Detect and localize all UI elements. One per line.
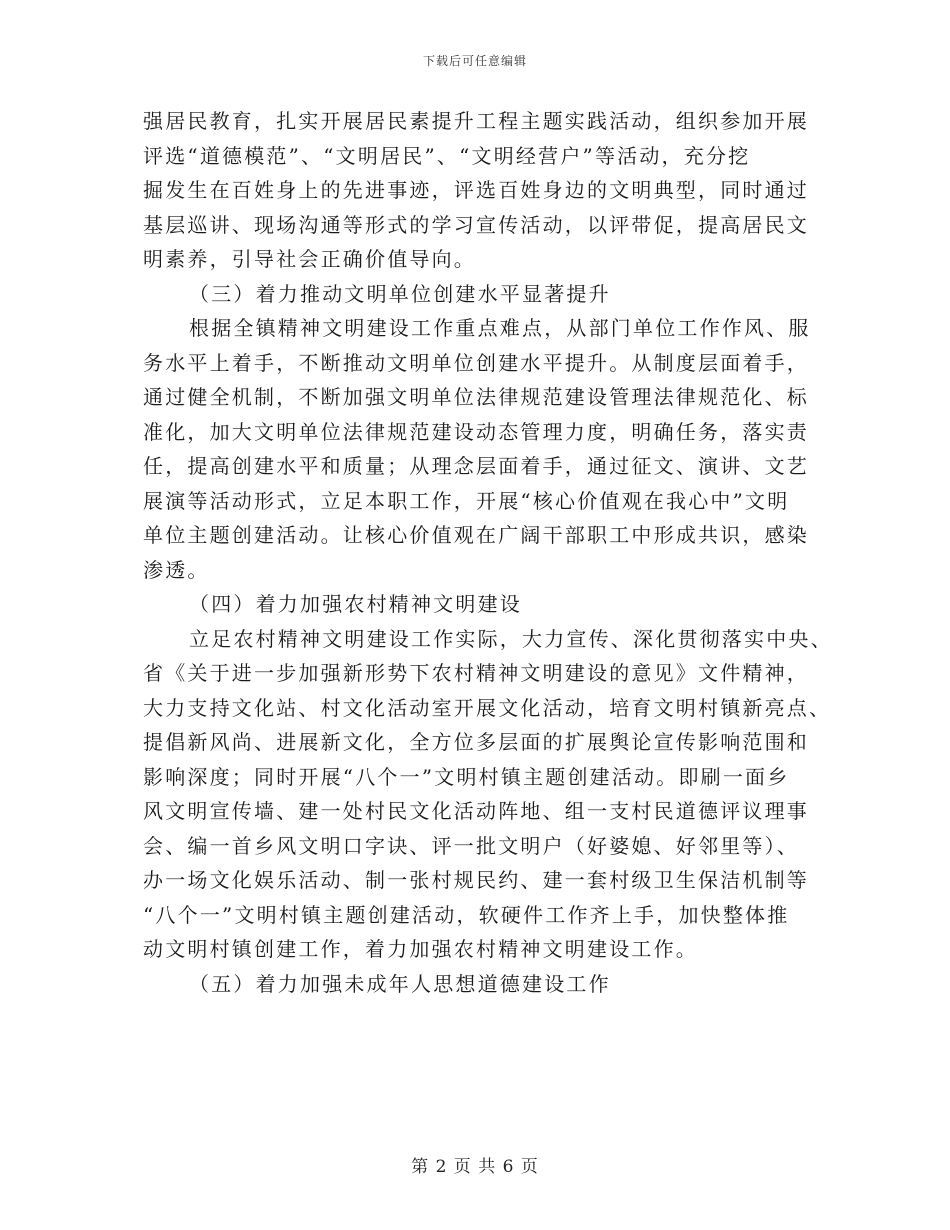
paragraph-line: 影响深度；同时开展“八个一”文明村镇主题创建活动。即刷一面乡 [143,764,790,789]
paragraph-line: 通过健全机制，不断加强文明单位法律规范建设管理法律规范化、标 [143,385,809,409]
paragraph-line: 评选“道德模范”、“文明居民”、“文明经营户”等活动，充分挖 [143,143,751,168]
section-heading: （三）着力推动文明单位创建水平显著提升 [189,281,611,306]
paragraph-line: 基层巡讲、现场沟通等形式的学习宣传活动，以评带促，提高居民文 [143,212,809,237]
paragraph-line: 立足农村精神文明建设工作实际，大力宣传、深化贯彻落实中央、 [189,626,833,651]
paragraph-line: 渗透。 [143,557,210,582]
paragraph-line: 单位主题创建活动。让核心价值观在广阔干部职工中形成共识，感染 [143,523,809,547]
paragraph-line: 根据全镇精神文明建设工作重点难点，从部门单位工作作风、服 [189,316,811,340]
section-heading: （五）着力加强未成年人思想道德建设工作 [189,971,611,996]
paragraph-line: 任，提高创建水平和质量；从理念层面着手，通过征文、演讲、文艺 [143,454,809,478]
paragraph-line: 办一场文化娱乐活动、制一张村规民约、建一套村级卫生保洁机制等 [143,868,809,892]
page-header: 下载后可任意编辑 [422,54,527,68]
paragraph-line: “八个一”文明村镇主题创建活动，软硬件工作齐上手，加快整体推 [143,902,790,927]
paragraph-line: 会、编一首乡风文明口字诀、评一批文明户（好婆媳、好邻里等）、 [143,833,799,858]
document-body [143,104,833,1001]
paragraph-line: 展演等活动形式，立足本职工作，开展“核心价值观在我心中”文明 [143,488,790,513]
paragraph-line: 提倡新风尚、进展新文化，全方位多层面的扩展舆论宣传影响范围和 [143,730,809,754]
paragraph-line: 动文明村镇创建工作，着力加强农村精神文明建设工作。 [143,937,698,961]
paragraph-line: 明素养，引导社会正确价值导向。 [143,247,476,271]
paragraph-line: 强居民教育，扎实开展居民素提升工程主题实践活动，组织参加开展 [143,109,809,133]
paragraph-line: 省《关于进一步加强新形势下农村精神文明建设的意见》文件精神， [143,661,809,685]
page-footer: 第 2 页 共 6 页 [411,1157,539,1177]
paragraph-line: 务水平上着手，不断推动文明单位创建水平提升。从制度层面着手， [143,350,809,375]
section-heading: （四）着力加强农村精神文明建设 [189,592,522,616]
paragraph-line: 掘发生在百姓身上的先进事迹，评选百姓身边的文明典型，同时通过 [143,178,809,202]
paragraph-line: 准化，加大文明单位法律规范建设动态管理力度，明确任务，落实责 [143,419,809,444]
paragraph-line: 大力支持文化站、村文化活动室开展文化活动，培育文明村镇新亮点、 [143,695,832,720]
paragraph-line: 风文明宣传墙、建一处村民文化活动阵地、组一支村民道德评议理事 [143,799,809,823]
